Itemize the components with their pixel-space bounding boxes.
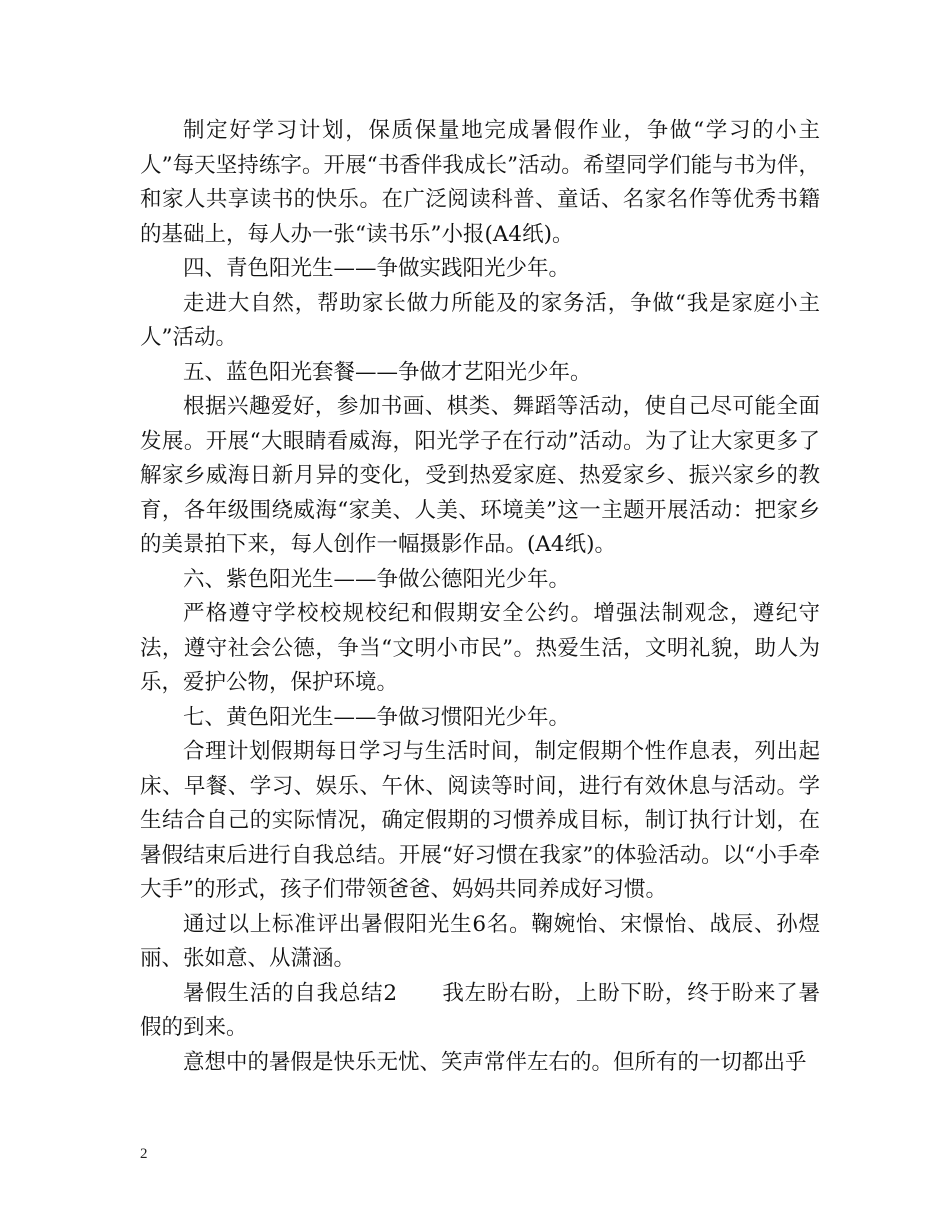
paragraph-morality: 严格遵守学校校规校纪和假期安全公约。增强法制观念，遵纪守法，遵守社会公德，争当“文明小市民”。热爱生活，文明礼貌，助人为乐，爱护公物，保护环境。 xyxy=(140,601,820,695)
heading-purple-sunshine: 六、紫色阳光生——争做公德阳光少年。 xyxy=(183,566,571,592)
paragraph-study-plan: 制定好学习计划，保质保量地完成暑假作业，争做“学习的小主人”每天坚持练字。开展“书香伴我成长”活动。希望同学们能与书为伴，和家人共享读书的快乐。在广泛阅读科普、童话、名家名作等优秀书籍的基础上，每人办一张“读书乐”小报(A4纸)。 xyxy=(140,118,820,247)
paragraph-summary-2-continued: 意想中的暑假是快乐无忧、笑声常伴左右的。但所有的一切都出乎 xyxy=(183,1049,807,1075)
page-number: 2 xyxy=(140,1146,148,1162)
paragraph-summary-2-intro: 暑假生活的自我总结2 我左盼右盼，上盼下盼，终于盼来了暑假的到来。 xyxy=(140,980,820,1040)
body-text xyxy=(140,114,820,1080)
paragraph-practice: 走进大自然，帮助家长做力所能及的家务活，争做“我是家庭小主人”活动。 xyxy=(140,290,820,350)
paragraph-talent: 根据兴趣爱好，参加书画、棋类、舞蹈等活动，使自己尽可能全面发展。开展“大眼睛看威海，阳光学子在行动”活动。为了让大家更多了解家乡威海日新月异的变化，受到热爱家庭、热爱家乡、振兴家乡的教育，各年级围绕威海“家美、人美、环境美”这一主题开展活动：把家乡的美景拍下来，每人创作一幅摄影作品。(A4纸)。 xyxy=(140,394,820,557)
paragraph-habits: 合理计划假期每日学习与生活时间，制定假期个性作息表，列出起床、早餐、学习、娱乐、午休、阅读等时间，进行有效休息与活动。学生结合自己的实际情况，确定假期的习惯养成目标，制订执行计划，在暑假结束后进行自我总结。开展“好习惯在我家”的体验活动。以“小手牵大手”的形式，孩子们带领爸爸、妈妈共同养成好习惯。 xyxy=(140,739,820,902)
heading-yellow-sunshine: 七、黄色阳光生——争做习惯阳光少年。 xyxy=(183,704,571,730)
heading-blue-sunshine: 五、蓝色阳光套餐——争做才艺阳光少年。 xyxy=(183,359,592,385)
heading-cyan-sunshine: 四、青色阳光生——争做实践阳光少年。 xyxy=(183,256,571,281)
paragraph-awardees: 通过以上标准评出暑假阳光生6名。鞠婉怡、宋憬怡、战辰、孙煜丽、张如意、从潇涵。 xyxy=(140,911,820,971)
